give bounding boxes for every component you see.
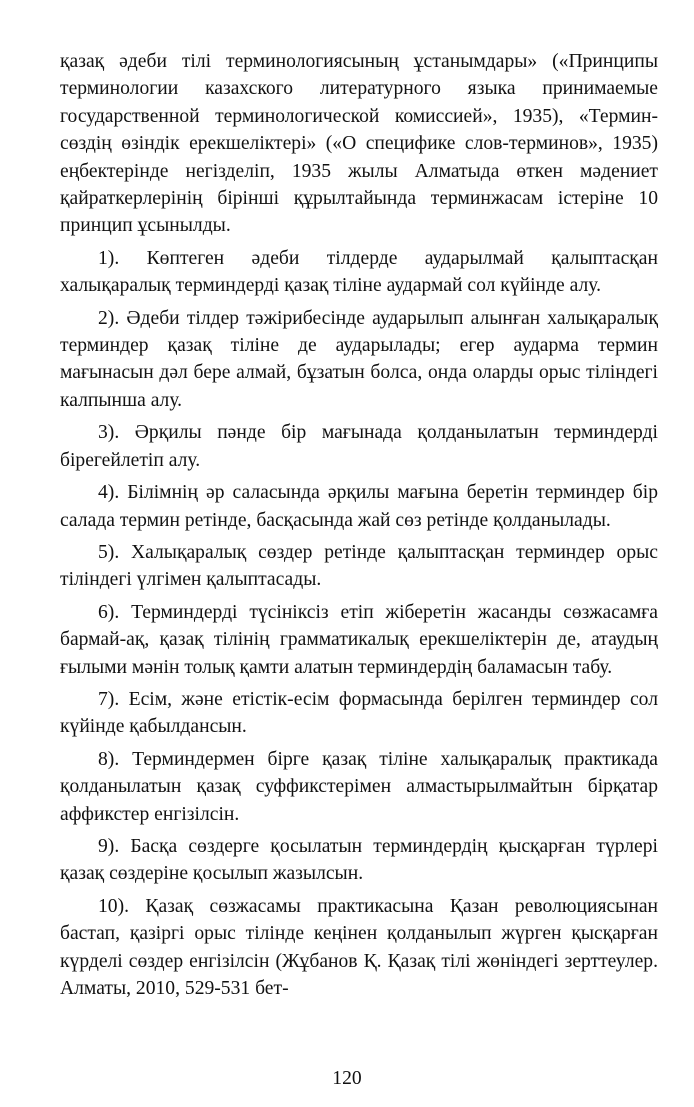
principle-item-1: 1). Көптеген әдеби тілдерде аударылмай қалыптасқан халықаралық терминдерді қазақ тіліне аудармай сол күйінде алу. [60, 247, 658, 297]
page-number: 120 [332, 1068, 362, 1089]
principle-item-10: 10). Қазақ сөзжасамы практикасына Қазан революциясынан бастап, қазіргі орыс тілінде кеңінен қолданылып жүрген қысқарған күрделі сөздер енгізілсін (Жұбанов Қ. Қазақ тілі жөніндегі зерттеулер. Алматы, 2010, 529-531 бет- [60, 895, 658, 999]
principle-item-2: 2). Әдеби тілдер тәжірибесінде аударылып алынған халықаралық терминдер қазақ тіліне де аударылады; егер аударма термин мағынасын дәл бере алмай, бұзатын болса, онда оларды орыс тіліндегі калпынша алу. [60, 307, 658, 411]
principle-item-6: 6). Терминдерді түсініксіз етіп жіберетін жасанды сөзжасамға бармай-ақ, қазақ тілінің грамматикалық ерекшеліктерін де, атаудың ғылыми мәнін толық қамти алатын терминдердің баламасын табу. [60, 601, 658, 678]
principle-item-4: 4). Білімнің әр саласында әрқилы мағына беретін терминдер бір салада термин ретінде, басқасында жай сөз ретінде қолданылады. [60, 482, 658, 531]
principle-item-5: 5). Халықаралық сөздер ретінде қалыптасқан терминдер орыс тіліндегі үлгімен қалыптасады. [60, 541, 658, 591]
principle-item-7: 7). Есім, және етістік-есім формасында берілген терминдер сол күйінде қабылдансын. [60, 688, 658, 738]
intro-paragraph: қазақ әдеби тілі терминологиясының ұстанымдары» («Принципы терминологии казахского литературного языка принимаемые государственной терминологической комиссией», 1935), «Термин-сөздің өзіндік ерекшеліктері» («О специфике слов-терминов», 1935) еңбектерінде негізделіп, 1935 жылы Алматыда өткен мәдениет қайраткерлерінің бірінші құрылтайында терминжасам істеріне 10 принцип ұсынылды. [60, 51, 658, 237]
page-body [60, 48, 658, 1007]
principle-item-8: 8). Терминдермен бірге қазақ тіліне халықаралық практикада қолданылатын қазақ суффикстерімен алмастырылмайтын бірқатар аффикстер енгізілсін. [60, 748, 658, 825]
principle-item-9: 9). Басқа сөздерге қосылатын терминдердің қысқарған түрлері қазақ сөздеріне қосылып жазылсын. [60, 835, 658, 885]
principle-item-3: 3). Әрқилы пәнде бір мағынада қолданылатын терминдерді бірегейлетіп алу. [60, 422, 658, 471]
